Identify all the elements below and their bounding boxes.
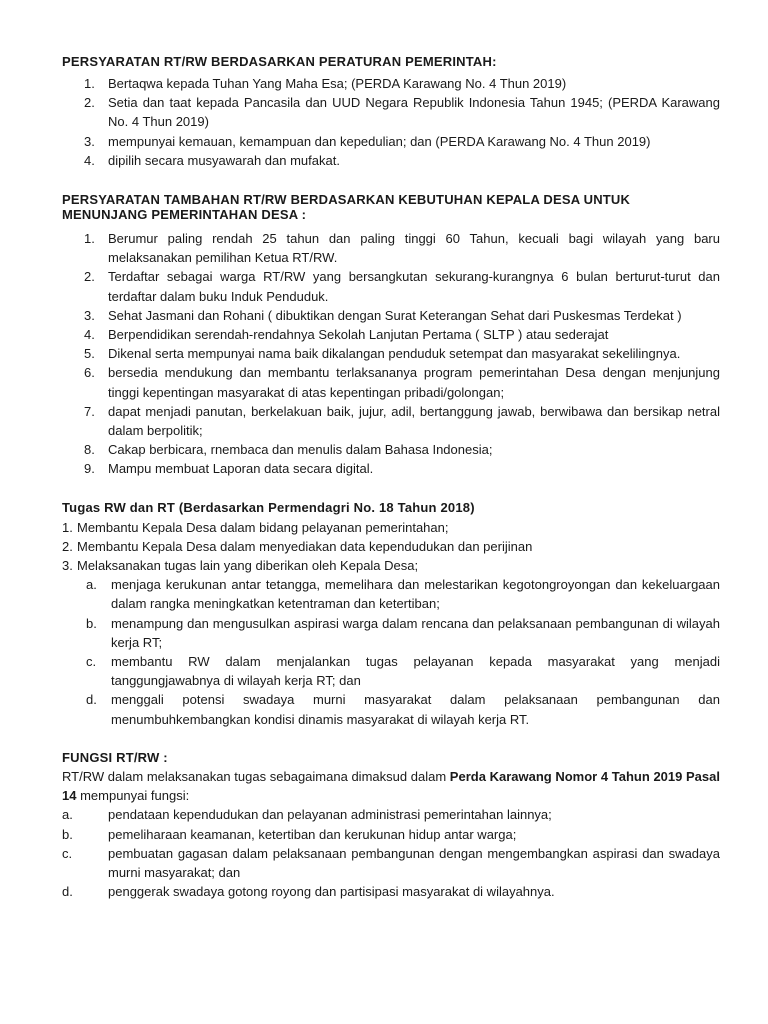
document-page: [62, 54, 720, 901]
section1-heading: PERSYARATAN RT/RW BERDASARKAN PERATURAN PEMERINTAH:: [62, 54, 497, 69]
list-item: b. menampung dan mengusulkan aspirasi warga dalam rencana dan pelaksanaan pembangunan di wilayah kerja RT;: [86, 615, 720, 650]
list-item: 4. Berpendidikan serendah-rendahnya Sekolah Lanjutan Pertama ( SLTP ) atau sederajat: [84, 327, 609, 343]
section2-heading-line1: PERSYARATAN TAMBAHAN RT/RW BERDASARKAN KEBUTUHAN KEPALA DESA UNTUK: [62, 192, 631, 208]
list-item: a. pendataan kependudukan dan pelayanan administrasi pemerintahan lainnya;: [62, 807, 552, 823]
list-item: 7. dapat menjadi panutan, berkelakuan baik, jujur, adil, bertanggung jawab, berwibawa dan bersikap netral dalam berpolitik;: [84, 403, 720, 439]
section2-heading: [62, 192, 720, 222]
section2-heading-line2: MENUNJANG PEMERINTAHAN DESA :: [62, 207, 307, 223]
list-item: 2. Setia dan taat kepada Pancasila dan UUD Negara Republik Indonesia Tahun 1945; (PERDA Karawang No. 4 Thun 2019): [84, 95, 720, 130]
section4-list: [62, 805, 720, 901]
list-item: 4. dipilih secara musyawarah dan mufakat.: [84, 152, 340, 168]
section2-list: [62, 229, 720, 479]
list-item: b. pemeliharaan keamanan, ketertiban dan kerukunan hidup antar warga;: [62, 826, 517, 842]
section4-intro: RT/RW dalam melaksanakan tugas sebagaimana dimaksud dalam Perda Karawang Nomor 4 Tahun 2019 Pasal 14 mempunyai fungsi:: [62, 768, 720, 804]
section1-list: [62, 74, 720, 170]
list-item: 2. Membantu Kepala Desa dalam menyediakan data kependudukan dan perijinan: [62, 538, 533, 554]
list-item: 9. Mampu membuat Laporan data secara digital.: [84, 461, 374, 477]
list-item: 1. Berumur paling rendah 25 tahun dan paling tinggi 60 Tahun, kecuali bagi wilayah yang baru melaksanakan pemilihan Ketua RT/RW.: [84, 231, 720, 266]
list-item: 3. Melaksanakan tugas lain yang diberikan oleh Kepala Desa;: [62, 558, 419, 574]
section3-heading: Tugas RW dan RT (Berdasarkan Permendagri No. 18 Tahun 2018): [62, 499, 475, 515]
list-item: a. menjaga kerukunan antar tetangga, memelihara dan melestarikan kegotongroyongan dan kekeluargaan dalam rangka meningkatkan ketentraman dan ketertiban;: [86, 577, 720, 612]
list-item: d. penggerak swadaya gotong royong dan partisipasi masyarakat di wilayahnya.: [62, 884, 555, 900]
list-item: 3. Sehat Jasmani dan Rohani ( dibuktikan dengan Surat Keterangan Sehat dari Puskesmas Terdekat ): [84, 307, 682, 323]
list-item: 2. Terdaftar sebagai warga RT/RW yang bersangkutan sekurang-kurangnya 6 bulan berturut-turut dan terdaftar dalam buku Induk Penduduk.: [84, 269, 720, 304]
list-item: 6. bersedia mendukung dan membantu terlaksananya program pemerintahan Desa dengan menjunjung tinggi kepentingan masyarakat di atas kepentingan pribadi/golongan;: [84, 365, 720, 400]
list-item: c. pembuatan gagasan dalam pelaksanaan pembangunan dengan mengembangkan aspirasi dan swadaya murni masyarakat; dan: [62, 845, 720, 880]
list-item: d. menggali potensi swadaya murni masyarakat dalam pelaksanaan pembangunan dan menumbuhkembangkan kondisi dinamis masyarakat di wilayah kerja RT.: [86, 692, 720, 727]
list-item: 3. mempunyai kemauan, kemampuan dan kepedulian; dan (PERDA Karawang No. 4 Thun 2019): [84, 133, 651, 149]
list-item: 1. Membantu Kepala Desa dalam bidang pelayanan pemerintahan;: [62, 519, 449, 535]
list-item: c. membantu RW dalam menjalankan tugas pelayanan kepada masyarakat yang menjadi tanggungjawabnya di wilayah kerja RT; dan: [86, 654, 720, 689]
list-item: 5. Dikenal serta mempunyai nama baik dikalangan penduduk setempat dan masyarakat sekelilingnya.: [84, 346, 681, 362]
list-item: 1. Bertaqwa kepada Tuhan Yang Maha Esa; (PERDA Karawang No. 4 Thun 2019): [84, 76, 567, 91]
section3-sublist: [62, 575, 720, 729]
list-item: 8. Cakap berbicara, rnembaca dan menulis dalam Bahasa Indonesia;: [84, 442, 493, 458]
section3-list: [62, 518, 720, 576]
section4-heading: FUNGSI RT/RW :: [62, 749, 168, 765]
